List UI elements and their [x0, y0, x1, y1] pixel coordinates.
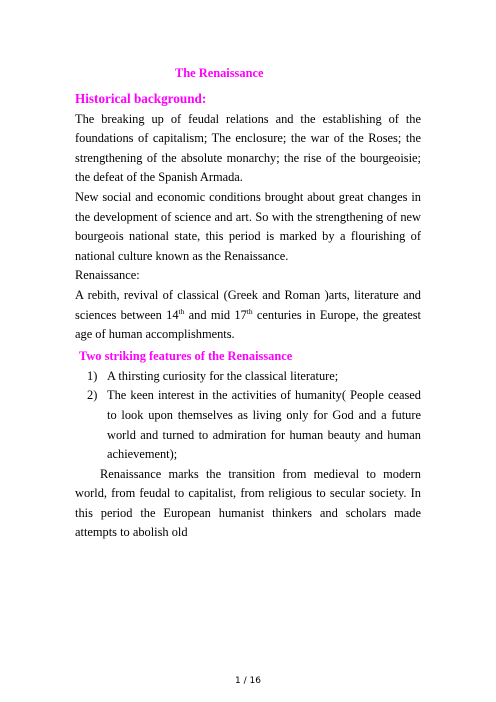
- definition-superscript-1: th: [178, 306, 185, 316]
- paragraph-definition: [75, 286, 421, 345]
- list-item: [75, 386, 421, 464]
- list-item-text: The keen interest in the activities of humanity( People ceased to look upon themselves as living only for God and a future world and turned to admiration for human beauty and human achievement);: [107, 388, 421, 462]
- definition-text-part-1: A rebith, revival of classical (Greek and Roman )arts, literature and sciences between 14: [75, 287, 421, 322]
- list-item: [75, 367, 421, 387]
- definition-superscript-2: th: [246, 306, 253, 316]
- page-number: 1 / 16: [235, 676, 261, 686]
- section-heading-features: Two striking features of the Renaissance: [79, 348, 293, 363]
- list-item-text: A thirsting curiosity for the classical literature;: [107, 368, 339, 383]
- paragraph-transition: Renaissance marks the transition from medieval to modern world, from feudal to capitalist, from religious to secular society. In this period the European humanist thinkers and scholars made attempts to abolish old: [75, 466, 421, 540]
- list-item-number: 1): [87, 368, 98, 383]
- paragraph-social-conditions: New social and economic conditions brought about great changes in the development of science and art. So with the strengthening of new bourgeois national state, this period is marked by a flourishing of national culture known as the Renaissance.: [75, 189, 421, 263]
- list-item-number: 2): [87, 388, 98, 403]
- features-list: [75, 367, 421, 465]
- definition-text-part-2: and mid 17: [184, 307, 247, 322]
- document-title: The Renaissance: [175, 66, 264, 80]
- paragraph-background: The breaking up of feudal relations and the establishing of the foundations of capitalism; The enclosure; the war of the Roses; the strengthening of the absolute monarchy; the rise of the bourgeoisie; the defeat of the Spanish Armada.: [75, 111, 421, 185]
- definition-text-part-3: centuries in Europe, the greatest age of human accomplishments.: [75, 307, 421, 342]
- renaissance-label: Renaissance:: [75, 268, 140, 283]
- document-body: [75, 64, 421, 543]
- section-heading-historical-background: Historical background:: [75, 90, 207, 106]
